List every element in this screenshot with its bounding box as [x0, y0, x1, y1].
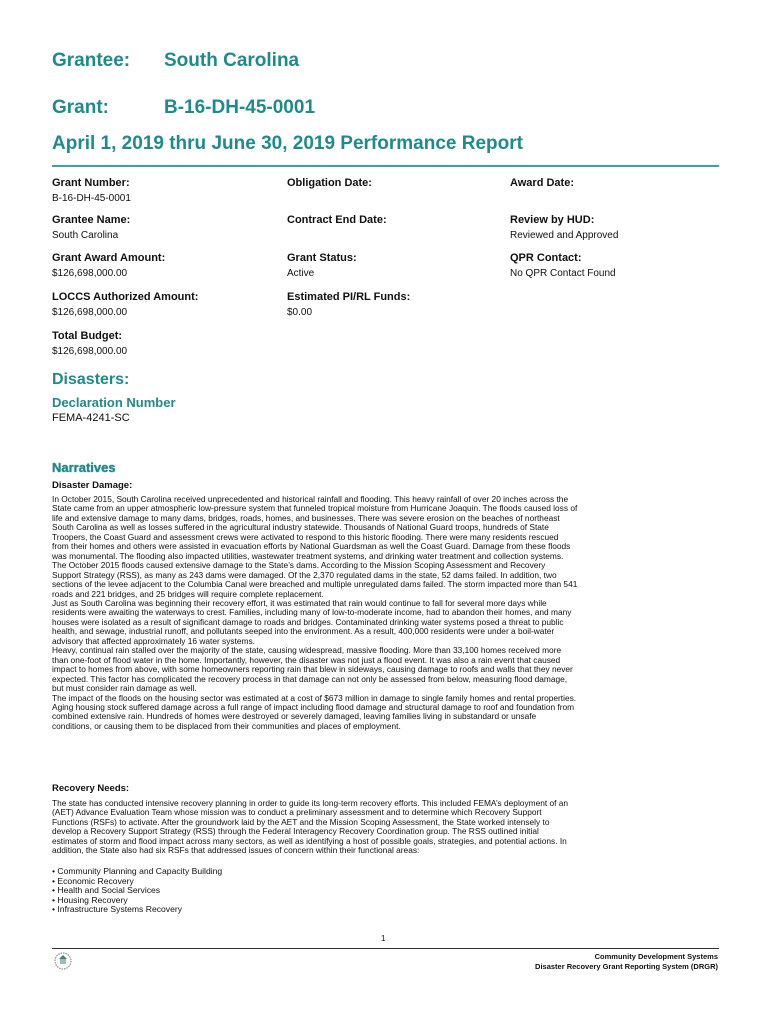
text-line: Just as South Carolina was beginning their recovery effort, it was estimated that rain would continue to fall for several more days while [52, 597, 547, 608]
text-line: expected. This factor has complicated the recovery process in that damage can not only be assessed from below, measuring flood damage, [52, 673, 568, 684]
grantee-line [52, 50, 299, 72]
contract-end-date-label: Contract End Date: [287, 214, 387, 226]
grant-number-value: B-16-DH-45-0001 [52, 193, 131, 204]
text-line: Troopers, the Coast Guard and assessment crews were activated to respond to this historic flooding. There were many residents rescued [52, 531, 559, 542]
grant-award-amount-value: $126,698,000.00 [52, 268, 128, 279]
grant-number-label: Grant Number: [52, 177, 130, 189]
list-item: • Infrastructure Systems Recovery [52, 904, 183, 914]
text-line: combined extensive rain. Hundreds of homes were destroyed or severely damaged, leaving families living in substandard or unsafe [52, 711, 537, 722]
review-by-hud-value: Reviewed and Approved [510, 230, 619, 241]
text-line: The October 2015 floods caused extensive damage to the State’s dams. According to the Mission Scoping Assessment and Recovery [52, 560, 546, 571]
text-line: State came from an upper atmospheric low-pressure system that funneled tropical moisture from Hurricane Joaquin. The floods caused loss of [52, 503, 578, 514]
text-line: conditions, or causing them to be displaced from their communities and places of employment. [52, 720, 401, 731]
text-line: (AET) Advance Evaluation Team whose mission was to conduct a preliminary assessment and to determine which Recovery Support [52, 807, 542, 818]
footer-rule [52, 948, 719, 949]
text-line: houses were isolated as a result of significant damage to roads and bridges. Contaminated drinking water systems posed a threat to public [52, 616, 564, 627]
list-item: • Community Planning and Capacity Building [52, 866, 223, 876]
recovery-needs-label: Recovery Needs: [52, 783, 130, 794]
page-number: 1 [381, 934, 386, 943]
total-budget-value: $126,698,000.00 [52, 346, 128, 357]
grant-award-amount-label: Grant Award Amount: [52, 252, 166, 264]
rsf-list [52, 867, 222, 915]
disasters-heading: Disasters: [52, 371, 130, 388]
text-line: residents were awaiting the waterways to crest. Families, including many of low-to-moderate income, had to abandon their homes, and many [52, 607, 572, 618]
loccs-authorized-amount-label: LOCCS Authorized Amount: [52, 291, 199, 303]
qpr-contact-label: QPR Contact: [510, 252, 582, 264]
total-budget-label: Total Budget: [52, 330, 123, 342]
grantee-value: South Carolina [164, 50, 300, 71]
obligation-date-label: Obligation Date: [287, 177, 372, 189]
text-line: roads and 221 bridges, and 25 bridges will require complete replacement. [52, 588, 324, 599]
grant-status-label: Grant Status: [287, 252, 357, 264]
recovery-needs-text [52, 799, 712, 856]
loccs-authorized-amount-value: $126,698,000.00 [52, 307, 128, 318]
award-date-label: Award Date: [510, 177, 574, 189]
text-line: Functions (RSFs) to activate. After the groundwork laid by the AET and the Mission Scoping Assessment, the State worked intensely to [52, 816, 550, 827]
grant-status-value: Active [287, 268, 315, 279]
report-title: April 1, 2019 thru June 30, 2019 Performance Report [52, 133, 523, 154]
declaration-number-label: Declaration Number [52, 395, 176, 410]
grant-value: B-16-DH-45-0001 [164, 97, 316, 118]
disaster-damage-label: Disaster Damage: [52, 480, 133, 491]
text-line: life and extensive damage to many dams, bridges, roads, homes, and businesses. There was severe erosion on the beaches of northeast [52, 512, 560, 523]
list-item: • Housing Recovery [52, 894, 128, 905]
text-line: health, and sewage, industrial runoff, and pollutants seeped into the environment. As a result, 400,000 residents were under a boil-water [52, 626, 555, 637]
text-line: estimates of storm and flood impact across many sectors, as well as identifying a host of possible goals, strategies, and potential actions. In [52, 835, 567, 846]
grantee-name-value: South Carolina [52, 230, 119, 241]
qpr-contact-value: No QPR Contact Found [510, 268, 616, 279]
text-line: Aging housing stock suffered damage across a full range of impact including flood damage and structural damage to roof and foundation from [52, 701, 575, 712]
text-line: impact to homes from above, with some homeowners reporting rain that blew in sideways, causing damage to roofs and walls that they never [52, 664, 573, 675]
review-by-hud-label: Review by HUD: [510, 214, 595, 226]
footer-line-2: Disaster Recovery Grant Reporting System (DRGR) [535, 962, 718, 971]
text-line: The impact of the floods on the housing sector was estimated at a cost of $673 million in damage to single family homes and rental properties. [52, 692, 577, 703]
text-line: but must consider rain damage as well. [52, 683, 197, 694]
grant-label: Grant: [52, 97, 109, 118]
text-line: advisory that affected approximately 16 water systems. [52, 635, 255, 646]
footer-line-1: Community Development Systems [594, 952, 718, 961]
text-line: from their homes and others were assisted in evacuation efforts by National Guardsman as well the Coast Guard. Damage from these floods [52, 541, 571, 552]
text-line: In October 2015, South Carolina received unprecedented and historical rainfall and flooding. This heavy rainfall of over 20 inches across the [52, 494, 569, 504]
text-line: Support Strategy (RSS), as many as 243 dams were damaged. Of the 2,370 regulated dams in the state, 52 dams failed. In addition, two [52, 569, 557, 580]
text-line: Heavy, continual rain stalled over the majority of the state, causing widespread, massive flooding. More than 33,100 homes received more [52, 645, 562, 656]
narratives-heading: Narratives [52, 460, 116, 475]
text-line: South Carolina as well as losses suffered in the agricultural industry statewide. Thousands of National Guard troops, hundreds of State [52, 522, 549, 533]
disaster-damage-text [52, 495, 712, 731]
text-line: The state has conducted intensive recovery planning in order to guide its long-term recovery efforts. This included FEMA’s deployment of an [52, 798, 569, 808]
grantee-label: Grantee: [52, 50, 131, 71]
list-item: • Health and Social Services [52, 885, 161, 895]
list-item: • Economic Recovery [52, 875, 134, 886]
text-line: develop a Recovery Support Strategy (RSS) through the Federal Interagency Recovery Coordination group. The RSS outlined initial [52, 826, 539, 837]
grant-line [52, 97, 315, 119]
estimated-pi-rl-funds-value: $0.00 [287, 307, 313, 318]
hud-seal-icon [54, 952, 72, 970]
header-rule [52, 165, 719, 167]
text-line: addition, the State also had six RSFs that addressed issues of concern within their functional areas: [52, 845, 420, 856]
grantee-name-label: Grantee Name: [52, 214, 131, 226]
estimated-pi-rl-funds-label: Estimated PI/RL Funds: [287, 291, 411, 303]
text-line: was monumental. The flooding also impacted utilities, wastewater treatment systems, and drinking water treatment and collection systems. [52, 550, 564, 561]
text-line: sections of the levee adjacent to the Columbia Canal were breached and multiple unregulated dams failed. The storm impacted more than 541 [52, 579, 578, 590]
text-line: than one-foot of flood water in the home. Importantly, however, the disaster was not just a flood event. It was also a rain event that caused [52, 654, 561, 665]
declaration-number-value: FEMA-4241-SC [52, 412, 130, 424]
